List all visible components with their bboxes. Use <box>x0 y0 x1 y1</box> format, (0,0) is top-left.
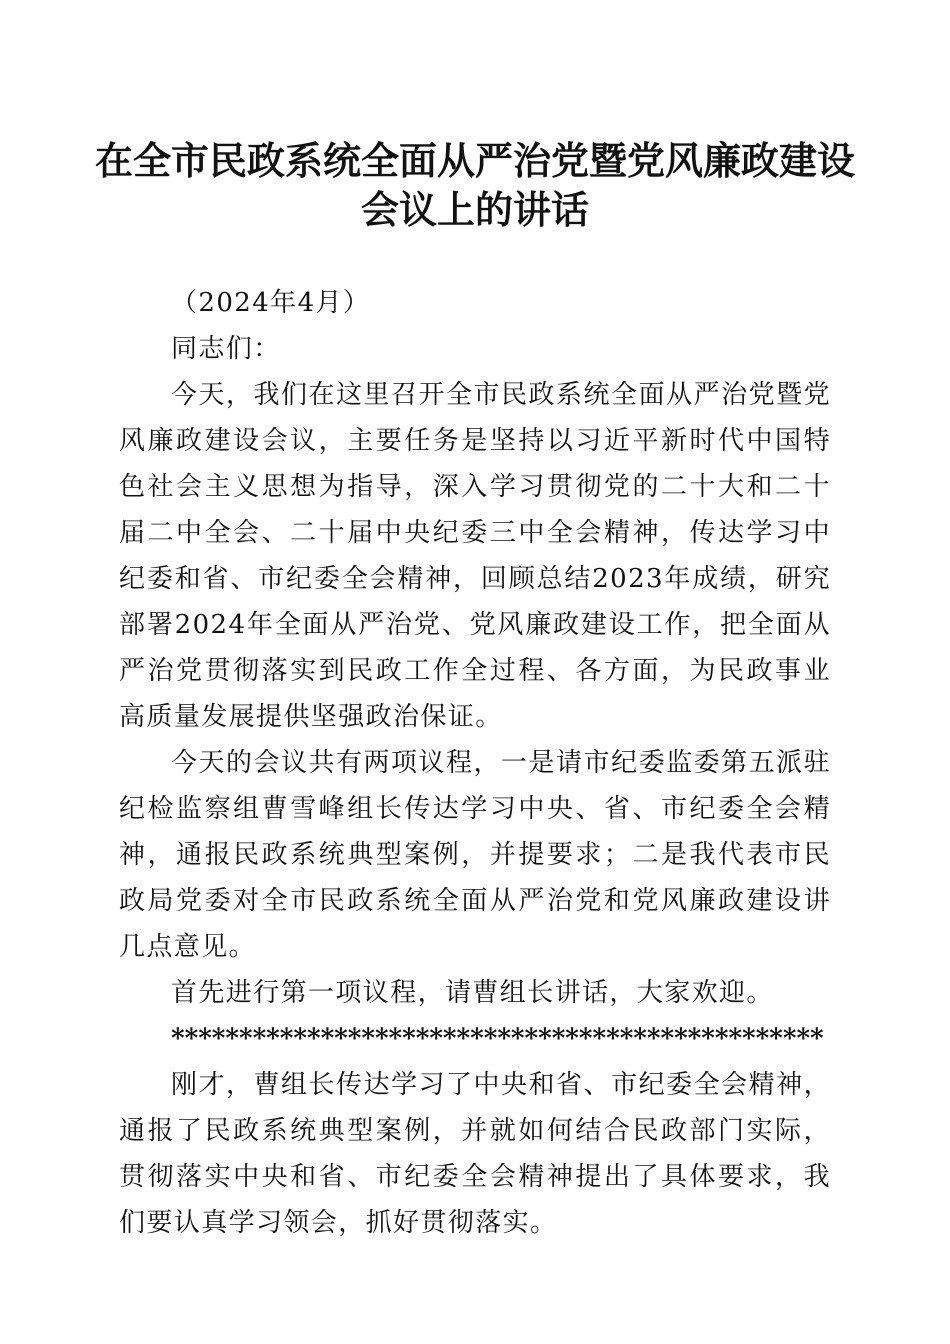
paragraph-3: 首先进行第一项议程，请曹组长讲话，大家欢迎。 <box>171 978 774 1008</box>
speech-date: （2024年4月） <box>171 288 371 318</box>
closing-paragraph: 刚才，曹组长传达学习了中央和省、市纪委全会精神，通报了民政系统典型案例，并就如何结合民政部门实际，贯彻落实中央和省、市纪委全会精神提出了具体要求，我们要认真学习领会，抓好贯彻落实。 <box>119 1070 831 1238</box>
document-title-line-2: 会议上的讲话 <box>360 187 589 232</box>
document-title-line-1: 在全市民政系统全面从严治党暨党风廉政建设 <box>94 138 855 183</box>
paragraph-2: 今天的会议共有两项议程，一是请市纪委监委第五派驻纪检监察组曹雪峰组长传达学习中央、省、市纪委全会精神，通报民政系统典型案例，并提要求；二是我代表市民政局党委对全市民政系统全面从严治党和党风廉政建设讲几点意见。 <box>119 748 831 962</box>
document-body <box>119 280 831 1246</box>
salutation: 同志们： <box>171 334 281 364</box>
paragraph-1: 今天，我们在这里召开全市民政系统全面从严治党暨党风廉政建设会议，主要任务是坚持以习近平新时代中国特色社会主义思想为指导，深入学习贯彻党的二十大和二十届二中全会、二十届中央纪委三中全会精神，传达学习中纪委和省、市纪委全会精神，回顾总结2023年成绩，研究部署2024年全面从严治党、党风廉政建设工作，把全面从严治党贯彻落实到民政工作全过程、各方面，为民政事业高质量发展提供坚强政治保证。 <box>119 380 831 732</box>
section-separator: ************************************************ <box>171 1024 824 1054</box>
